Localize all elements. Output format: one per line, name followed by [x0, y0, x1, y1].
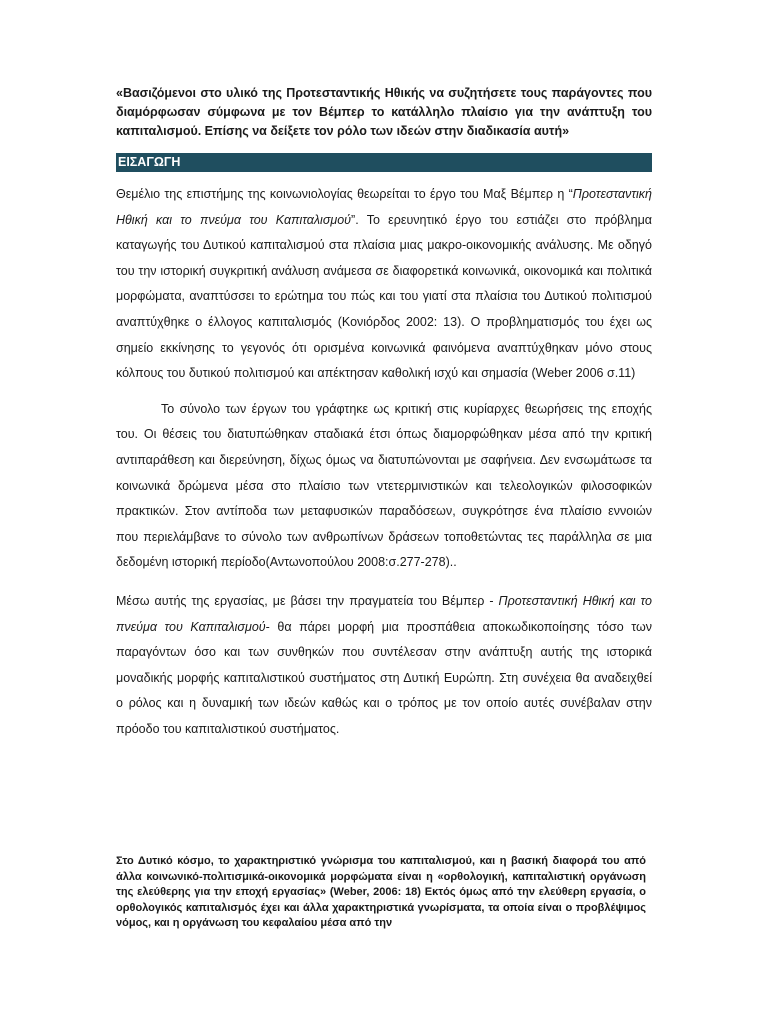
section-heading-bar — [116, 153, 652, 172]
para3-text-b: - θα πάρει μορφή μια προσπάθεια αποκωδικοποίησης τόσο των παραγόντων όσο και των συνθηκών που συντέλεσαν στην ανάπτυξη αυτής της ιστορικά μοναδικής μορφής καπιταλιστικού συστήματος στη Δυτική Ευρώπη. Στη συνέχεια θα αναδειχθεί ο ρόλος και η δυναμική των ιδεών καθώς και ο τρόπος με τον οποίο αυτές συνέβαλαν στην πρόοδο του καπιταλιστικού συστήματος. — [116, 619, 652, 736]
essay-prompt: «Βασιζόμενοι στο υλικό της Προτεσταντικής Ηθικής να συζητήσετε τους παράγοντες που διαμόρφωσαν σύμφωνα με τον Βέμπερ το κατάλληλο πλαίσιο για την ανάπτυξη του καπιταλισμού. Επίσης να δείξετε τον ρόλο των ιδεών στην διαδικασία αυτή» — [116, 86, 652, 138]
intro-paragraph-1 — [116, 182, 652, 387]
intro-paragraph-2: Το σύνολο των έργων του γράφτηκε ως κριτική στις κυρίαρχες θεωρήσεις της εποχής του. Οι θέσεις του διατυπώθηκαν σταδιακά έτσι όπως διαμορφώθηκαν μέσα από την κριτική αντιπαράθεση και διερεύνηση, δίχως όμως να διατυπώνονται με σαφήνεια. Δεν ενσωμάτωσε τα κοινωνικά δρώμενα μέσα στο πλαίσιο των ντετερμινιστικών και τελεολογικών φιλοσοφικών πρακτικών. Στον αντίποδα των μεταφυσικών παραδόσεων, συγκρότησε ένα πλαίσιο εννοιών που περιελάμβανε το σύνολο των ανθρωπίνων δράσεων τοποθετώντας τες παράλληλα σε μια δεδομένη ιστορική περίοδο(Αντωνοπούλου 2008:σ.277-278).. — [116, 401, 652, 570]
section-heading: ΕΙΣΑΓΩΓΗ — [118, 155, 181, 169]
book-title: Προτεσταντική Ηθική και το πνεύμα του Καπιταλισμού — [116, 187, 652, 227]
book-title: Προτεσταντική Ηθική και το πνεύμα του Καπιταλισμού — [116, 593, 652, 634]
para1-text-a: Θεμέλιο της επιστήμης της κοινωνιολογίας θεωρείται το έργο του Μαξ Βέμπερ η “ — [116, 187, 573, 201]
intro-paragraph-3 — [116, 589, 652, 743]
para1-text-b: ”. Το ερευνητικό έργο του εστιάζει στο πρόβλημα καταγωγής του Δυτικού καπιταλισμού στα πλαίσια μιας μακρο-οικονομικής ανάλυσης. Με οδηγό του την ιστορική συγκριτική ανάλυση ανάμεσα σε διαφορετικά κοινωνικά, οικονομικά και πολιτικά μορφώματα, αναπτύσσει το ερώτημα του πώς και του γιατί στα πλαίσια του Δυτικού πολιτισμού αναπτύχθηκε ο έλλογος καπιταλισμός (Κονιόρδος 2002: 13). Ο προβληματισμός του έχει ως σημείο εκκίνησης το γεγονός ότι ορισμένα κοινωνικά φαινόμενα αναπτύχθηκαν μόνο στους κόλπους του δυτικού πολιτισμού και απέκτησαν καθολική ισχύ και σημασία (Weber 2006 σ.11) — [116, 212, 652, 381]
main-content — [116, 84, 652, 742]
footnote-text: Στο Δυτικό κόσμο, το χαρακτηριστικό γνώρισμα του καπιταλισμού, και η βασική διαφορά του από άλλα κοινωνικό-πολιτισμικά-οικονομικά μορφώματα είναι η «ορθολογική, καπιταλιστική οργάνωση της ελεύθερης για την εποχή εργασίας» (Weber, 2006: 18) Εκτός όμως από την ελεύθερη εργασία, ο ορθολογικός καπιταλισμός έχει και άλλα χαρακτηριστικά γνωρίσματα, τα οποία είναι ο προβλέψιμος νόμος, και η οργάνωση του κεφαλαίου μέσα από την — [116, 855, 646, 929]
para3-text-a: Μέσω αυτής της εργασίας, με βάσει την πραγματεία του Βέμπερ - — [116, 593, 499, 608]
